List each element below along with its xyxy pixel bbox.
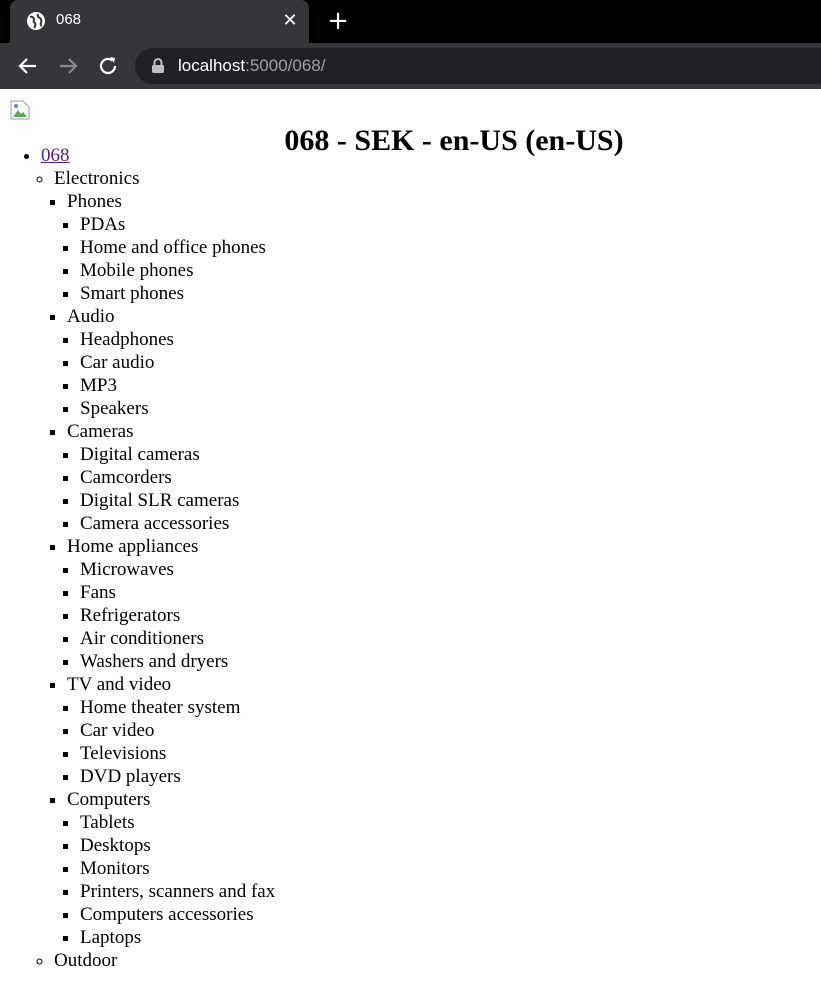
list-item: ▪ Printers, scanners and fax bbox=[80, 880, 275, 903]
item-list bbox=[67, 811, 275, 949]
list-item: ▪ Air conditioners bbox=[80, 627, 275, 650]
list-item: ▪ Car audio bbox=[80, 351, 275, 374]
subcategory-list bbox=[54, 190, 275, 949]
list-item: ▪ Camcorders bbox=[80, 466, 275, 489]
subcategory-label: Phones bbox=[67, 191, 122, 212]
list-item: ▪ Monitors bbox=[80, 857, 275, 880]
list-item: ▪ Headphones bbox=[80, 328, 275, 351]
item-list bbox=[67, 328, 275, 420]
subcategory-label: Computers bbox=[67, 789, 151, 810]
page-content bbox=[0, 89, 821, 988]
list-item: ▪ Digital cameras bbox=[80, 443, 275, 466]
broken-image-icon bbox=[10, 100, 30, 120]
list-item: ▪ Home and office phones bbox=[80, 236, 275, 259]
address-bar[interactable] bbox=[135, 48, 821, 84]
item-list bbox=[67, 213, 275, 305]
list-item: ▪ Washers and dryers bbox=[80, 650, 275, 673]
list-item: ▪ Desktops bbox=[80, 834, 275, 857]
plus-icon[interactable]: + bbox=[327, 6, 349, 36]
list-item: ▪ DVD players bbox=[80, 765, 275, 788]
subcategory-label: Home appliances bbox=[67, 536, 199, 557]
list-item: ▪ Mobile phones bbox=[80, 259, 275, 282]
lock-icon bbox=[151, 58, 165, 74]
category-label: Electronics bbox=[54, 168, 140, 189]
subcategory-audio bbox=[67, 305, 275, 420]
category-electronics bbox=[54, 167, 275, 949]
list-item: ▪ Home theater system bbox=[80, 696, 275, 719]
close-icon[interactable]: ✕ bbox=[282, 10, 298, 31]
list-item: ▪ Camera accessories bbox=[80, 512, 275, 535]
item-list bbox=[67, 558, 275, 673]
root-link[interactable]: 068 bbox=[41, 145, 70, 166]
tab-title: 068 bbox=[56, 11, 82, 28]
forward-arrow-icon[interactable] bbox=[56, 54, 80, 78]
globe-icon bbox=[26, 11, 46, 31]
list-item: ▪ Car video bbox=[80, 719, 275, 742]
subcategory-label: TV and video bbox=[67, 674, 172, 695]
url-text bbox=[178, 56, 325, 76]
subcategory-label: Cameras bbox=[67, 421, 134, 442]
subcategory-cameras bbox=[67, 420, 275, 535]
list-item: ▪ Refrigerators bbox=[80, 604, 275, 627]
list-item: ▪ Tablets bbox=[80, 811, 275, 834]
category-tree bbox=[0, 144, 275, 972]
category-label: Outdoor bbox=[54, 950, 118, 971]
reload-icon[interactable] bbox=[96, 54, 120, 78]
tree-root bbox=[41, 144, 275, 972]
list-item: ▪ Smart phones bbox=[80, 282, 275, 305]
url-host: localhost bbox=[178, 56, 246, 75]
subcategory-computers bbox=[67, 788, 275, 949]
list-item: ▪ Laptops bbox=[80, 926, 275, 949]
url-path: :5000/068/ bbox=[245, 56, 326, 75]
subcategory-phones bbox=[67, 190, 275, 305]
subcategory-home-appliances bbox=[67, 535, 275, 673]
category-outdoor bbox=[54, 949, 275, 972]
browser-toolbar bbox=[0, 43, 821, 89]
subcategory-tv-and-video bbox=[67, 673, 275, 788]
item-list bbox=[67, 696, 275, 788]
page-title: 068 - SEK - en-US (en-US) bbox=[284, 124, 624, 157]
tab-strip bbox=[0, 0, 821, 43]
list-item: ▪ PDAs bbox=[80, 213, 275, 236]
list-item: ▪ Speakers bbox=[80, 397, 275, 420]
back-arrow-icon[interactable] bbox=[16, 54, 40, 78]
browser-tab[interactable] bbox=[10, 0, 309, 43]
list-item: ▪ Computers accessories bbox=[80, 903, 275, 926]
list-item: ▪ Televisions bbox=[80, 742, 275, 765]
list-item: ▪ Fans bbox=[80, 581, 275, 604]
subcategory-label: Audio bbox=[67, 306, 115, 327]
top-categories bbox=[41, 167, 275, 972]
list-item: ▪ Digital SLR cameras bbox=[80, 489, 275, 512]
list-item: ▪ MP3 bbox=[80, 374, 275, 397]
item-list bbox=[67, 443, 275, 535]
list-item: ▪ Microwaves bbox=[80, 558, 275, 581]
